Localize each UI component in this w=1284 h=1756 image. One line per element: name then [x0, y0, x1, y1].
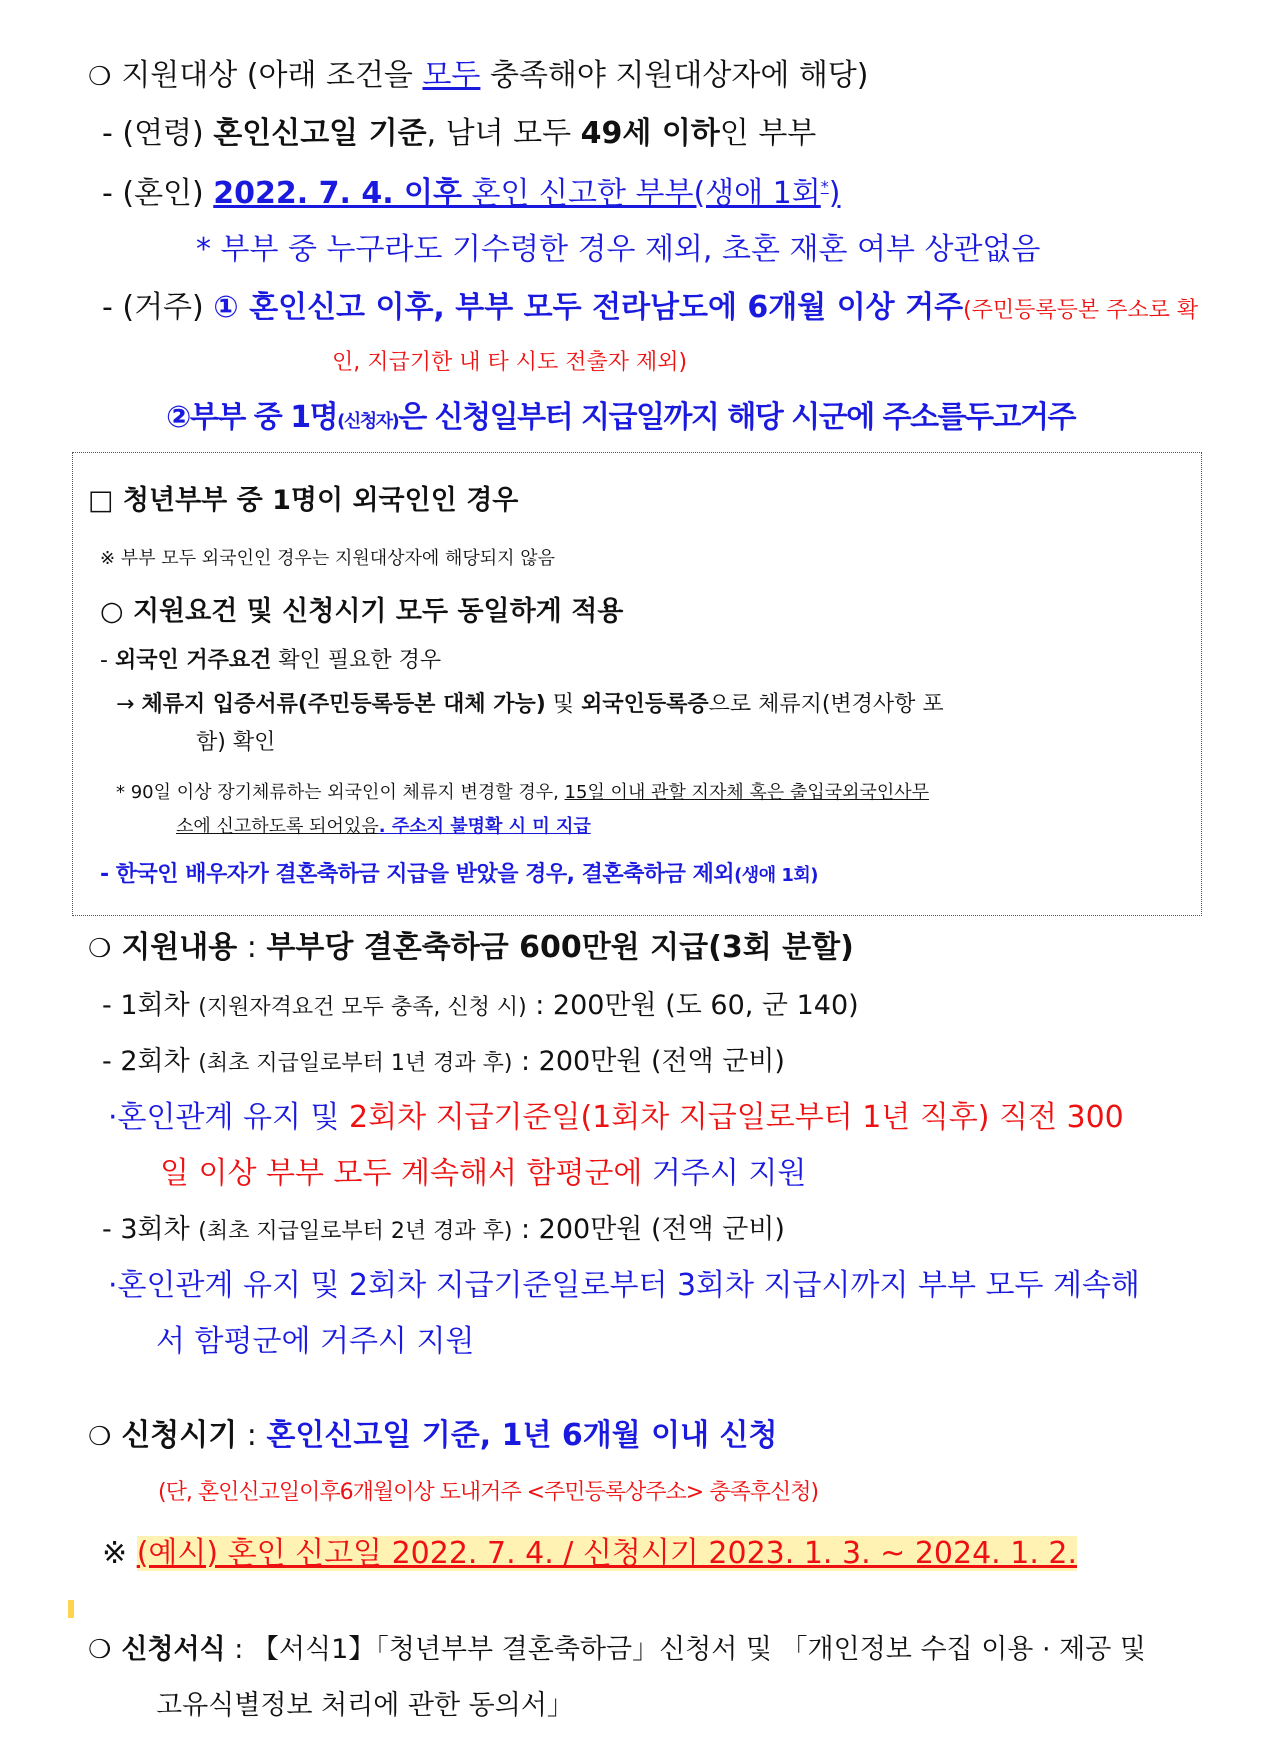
installment-1: - 1회차 (지원자격요건 모두 충족, 신청 시) : 200만원 (도 60, 군 140): [102, 990, 859, 1021]
foreigner-residence-req: - 외국인 거주요건 확인 필요한 경우: [100, 648, 442, 673]
residence-requirement: - (거주) ① 혼인신고 이후, 부부 모두 전라남도에 6개월 이상 거주(주민등록등본 주소로 확: [102, 290, 1199, 325]
installment-3: - 3회차 (최초 지급일로부터 2년 경과 후) : 200만원 (전액 군비): [102, 1214, 785, 1245]
circle-bullet-icon: ❍: [88, 62, 112, 92]
emphasis-all: 모두: [422, 58, 481, 93]
installment-3-note: ·혼인관계 유지 및 2회차 지급기준일로부터 3회차 지급시까지 부부 모두 계속해: [108, 1268, 1140, 1303]
foreigner-proof-docs: → 체류지 입증서류(주민등록등본 대체 가능) 및 외국인등록증으로 체류지(변경사항 포: [116, 692, 944, 717]
box-subtitle: ○ 지원요건 및 신청시기 모두 동일하게 적용: [100, 596, 624, 627]
ninety-day-note-cont: 소에 신고하도록 되어있음. 주소지 불명확 시 미 지급: [176, 816, 591, 837]
section-form-title: ❍ 신청서식 : 【서식1】「청년부부 결혼축하금」신청서 및 「개인정보 수집 이용 · 제공 및: [88, 1634, 1146, 1665]
highlight-mark: [68, 1600, 74, 1618]
apply-condition: (단, 혼인신고일이후6개월이상 도내거주 <주민등록상주소> 충족후신청): [158, 1480, 819, 1505]
ninety-day-note: * 90일 이상 장기체류하는 외국인이 체류지 변경할 경우, 15일 이내 관할 지자체 혹은 출입국외국인사무: [116, 782, 930, 803]
section-apply-period-title: ❍ 신청시기 : 혼인신고일 기준, 1년 6개월 이내 신청: [88, 1418, 778, 1453]
korean-spouse-exclusion: - 한국인 배우자가 결혼축하금 지급을 받았을 경우, 결혼축하금 제외(생애 1회): [100, 862, 818, 887]
circle-bullet-icon: ❍: [88, 1635, 112, 1665]
marriage-note: * 부부 중 누구라도 기수령한 경우 제외, 초혼 재혼 여부 상관없음: [196, 232, 1041, 267]
installment-2-note: ·혼인관계 유지 및 2회차 지급기준일(1회차 지급일로부터 1년 직후) 직전 300: [108, 1100, 1124, 1135]
installment-3-note-cont: 서 함평군에 거주시 지원: [156, 1324, 475, 1359]
section-target-title: ❍ 지원대상 (아래 조건을 모두 충족해야 지원대상자에 해당): [88, 58, 869, 93]
box-title: □ 청년부부 중 1명이 외국인인 경우: [88, 485, 519, 516]
foreigner-proof-cont: 함) 확인: [196, 730, 276, 755]
circle-bullet-icon: ❍: [88, 934, 112, 964]
circle-bullet-icon: ❍: [88, 1422, 112, 1452]
installment-2-note-cont: 일 이상 부부 모두 계속해서 함평군에 거주시 지원: [160, 1156, 807, 1191]
residence-note-cont: 인, 지급기한 내 타 시도 전출자 제외): [332, 350, 688, 375]
foreigner-info-box: [72, 452, 1202, 916]
apply-example: ※ (예시) 혼인 신고일 2022. 7. 4. / 신청시기 2023. 1. 3. ~ 2024. 1. 2.: [102, 1536, 1078, 1571]
marriage-requirement: - (혼인) 2022. 7. 4. 이후 혼인 신고한 부부(생애 1회*): [102, 176, 841, 211]
age-requirement: - (연령) 혼인신고일 기준, 남녀 모두 49세 이하인 부부: [102, 116, 817, 151]
form-title-cont: 고유식별정보 처리에 관한 동의서」: [156, 1690, 574, 1721]
residence-requirement-2: ②부부 중 1명(신청자)은 신청일부터 지급일까지 해당 시군에 주소를두고거주: [166, 400, 1075, 435]
installment-2: - 2회차 (최초 지급일로부터 1년 경과 후) : 200만원 (전액 군비): [102, 1046, 785, 1077]
box-note: ※ 부부 모두 외국인인 경우는 지원대상자에 해당되지 않음: [100, 548, 556, 569]
section-support-title: ❍ 지원내용 : 부부당 결혼축하금 600만원 지급(3회 분할): [88, 930, 854, 965]
